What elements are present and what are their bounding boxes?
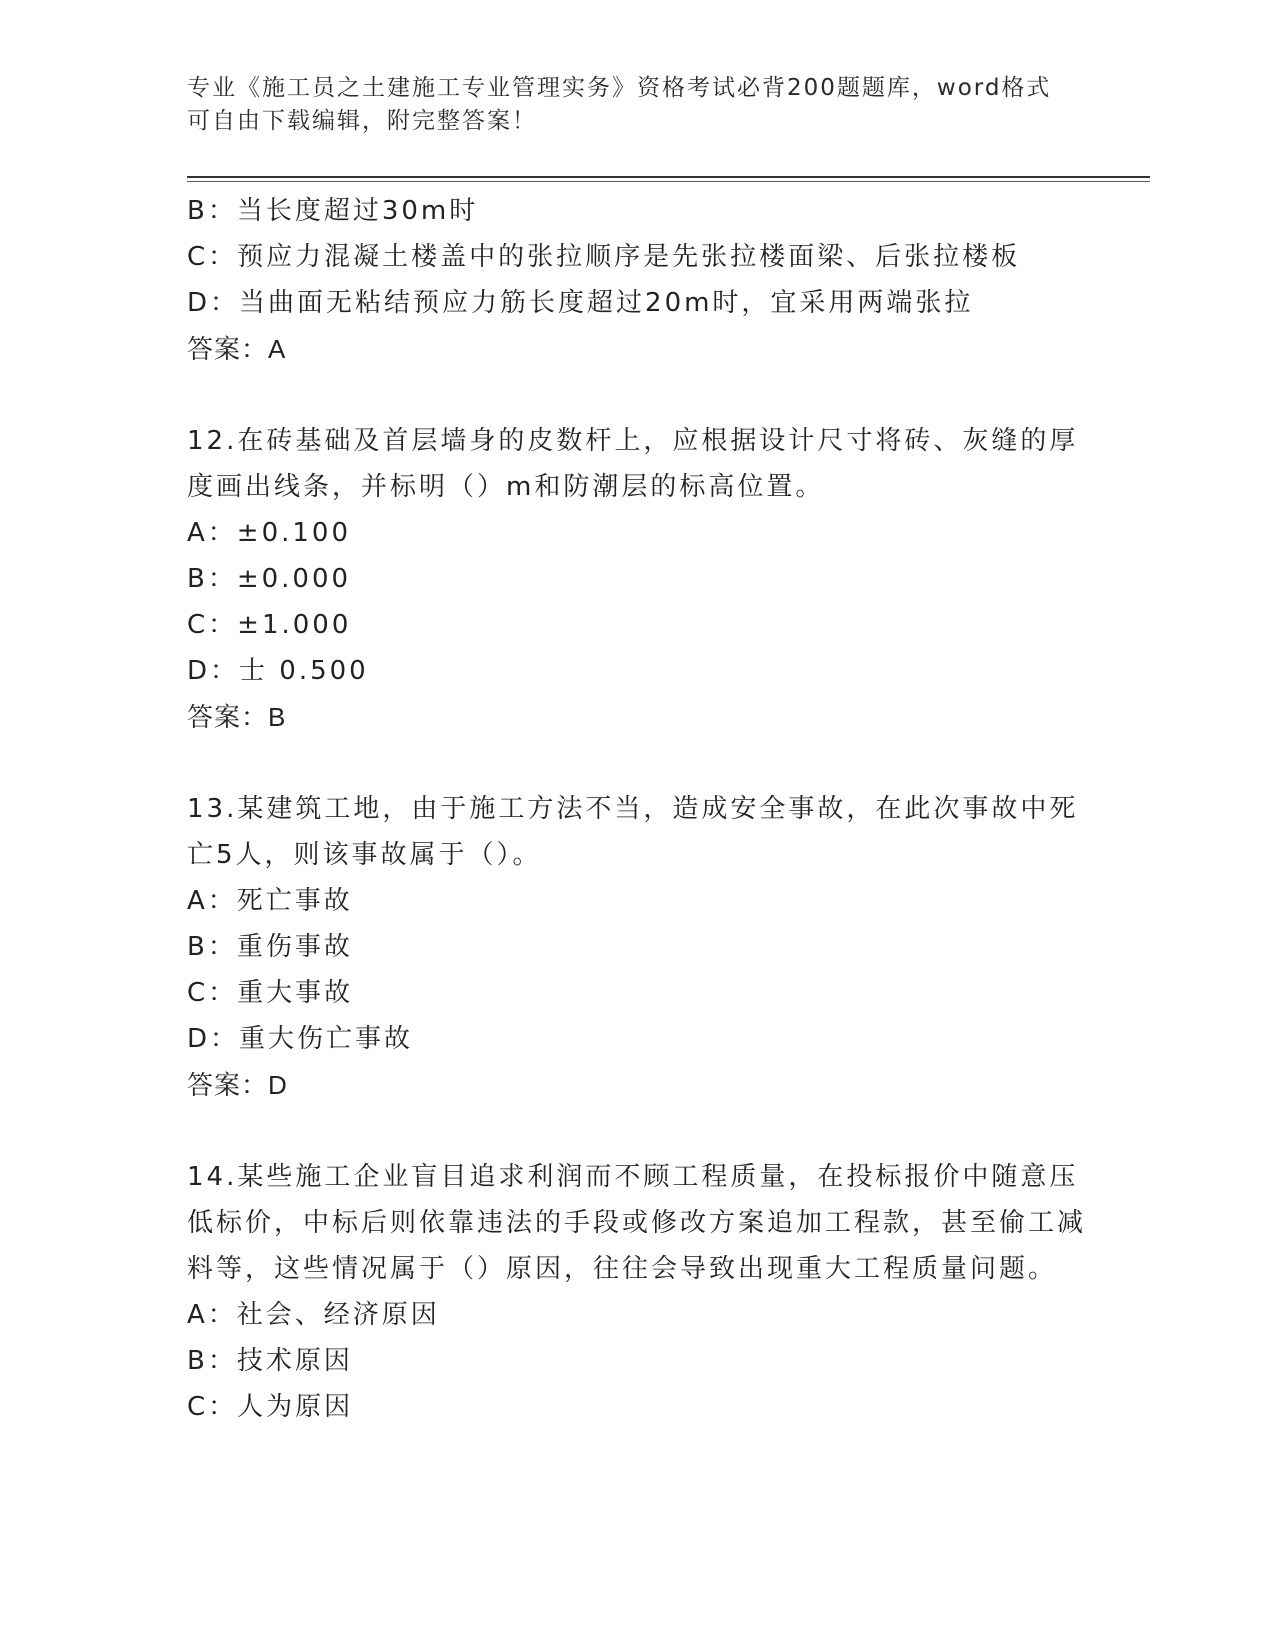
header-divider-thin <box>187 181 1150 182</box>
question-13 <box>187 786 1087 1108</box>
question-14 <box>187 1154 1087 1430</box>
answer-line: 答案：D <box>187 1070 288 1100</box>
question-text: 13.某建筑工地，由于施工方法不当，造成安全事故，在此次事故中死亡5人，则该事故属于（）。 <box>187 794 1079 870</box>
answer-line: 答案：B <box>187 702 287 732</box>
option-b: B：技术原因 <box>187 1346 353 1376</box>
header-divider <box>187 176 1150 178</box>
option-c: C：人为原因 <box>187 1392 354 1422</box>
option-d: D：当曲面无粘结预应力筋长度超过20m时，宜采用两端张拉 <box>187 288 974 318</box>
answer-line: 答案：A <box>187 334 287 364</box>
option-d: D：重大伤亡事故 <box>187 1024 414 1054</box>
option-c: C：±1.000 <box>187 610 352 640</box>
option-a: A：社会、经济原因 <box>187 1300 440 1330</box>
option-c: C：预应力混凝土楼盖中的张拉顺序是先张拉楼面梁、后张拉楼板 <box>187 242 1021 272</box>
option-c: C：重大事故 <box>187 978 354 1008</box>
previous-question-tail <box>187 188 1087 372</box>
option-b: B：当长度超过30m时 <box>187 196 479 226</box>
question-12 <box>187 418 1087 740</box>
option-d: D：士 0.500 <box>187 656 369 686</box>
question-text: 12.在砖基础及首层墙身的皮数杆上，应根据设计尺寸将砖、灰缝的厚度画出线条，并标明（）m和防潮层的标高位置。 <box>187 426 1079 502</box>
page-header-title: 专业《施工员之土建施工专业管理实务》资格考试必背200题题库，word格式可自由下载编辑，附完整答案！ <box>187 75 1052 134</box>
question-text: 14.某些施工企业盲目追求利润而不顾工程质量，在投标报价中随意压低标价，中标后则依靠违法的手段或修改方案追加工程款，甚至偷工减料等，这些情况属于（）原因，往往会导致出现重大工程质量问题。 <box>187 1162 1087 1284</box>
option-a: A：死亡事故 <box>187 886 353 916</box>
option-b: B：重伤事故 <box>187 932 353 962</box>
question-list <box>187 188 1087 1430</box>
option-b: B：±0.000 <box>187 564 352 594</box>
option-a: A：±0.100 <box>187 518 352 548</box>
